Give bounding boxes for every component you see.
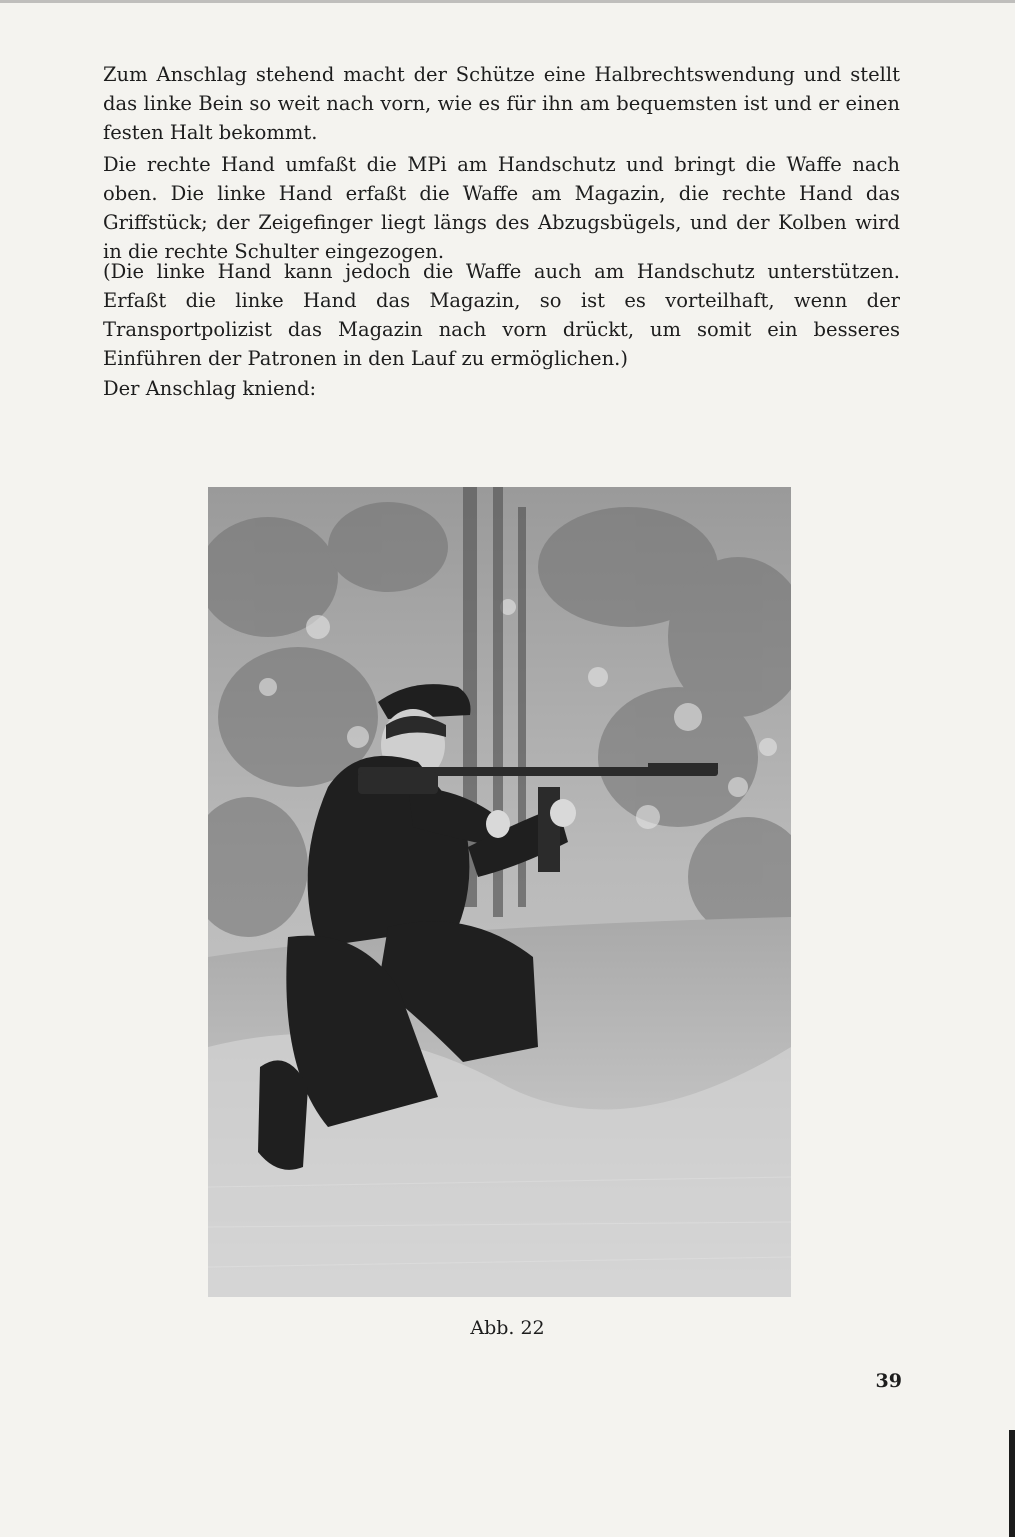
paragraph-kneeling-heading: Der Anschlag kniend: [103, 377, 317, 400]
figure-photo-kneeling-shooter [208, 487, 791, 1297]
scan-edge-mark [1009, 1430, 1015, 1537]
paragraph-standing-stance: Zum Anschlag stehend macht der Schütze eine Halbrechtswendung und stellt das linke Bein so weit nach vorn, wie es für ihn am bequemsten ist und er einen festen Halt bekommt. [103, 63, 900, 144]
photo-illustration [208, 487, 791, 1297]
page-number: 39 [875, 1370, 902, 1392]
paragraph-magazine-note: (Die linke Hand kann jedoch die Waffe auch am Handschutz unterstützen. Erfaßt die linke Hand das Magazin, so ist es vorteilhaft, wenn der Transportpolizist das Magazin nach vorn drückt, um somit ein besseres Einführen der Patronen in den Lauf zu ermöglichen.) [103, 260, 900, 370]
paragraph-hand-positions: Die rechte Hand umfaßt die MPi am Handschutz und bringt die Waffe nach oben. Die linke Hand erfaßt die Waffe am Magazin, die rechte Hand das Griffstück; der Zeigefinger liegt längs des Abzugsbügels, und der Kolben wird in die rechte Schulter eingezogen. [103, 153, 900, 263]
page-top-edge [0, 0, 1015, 3]
figure-caption: Abb. 22 [470, 1317, 545, 1339]
